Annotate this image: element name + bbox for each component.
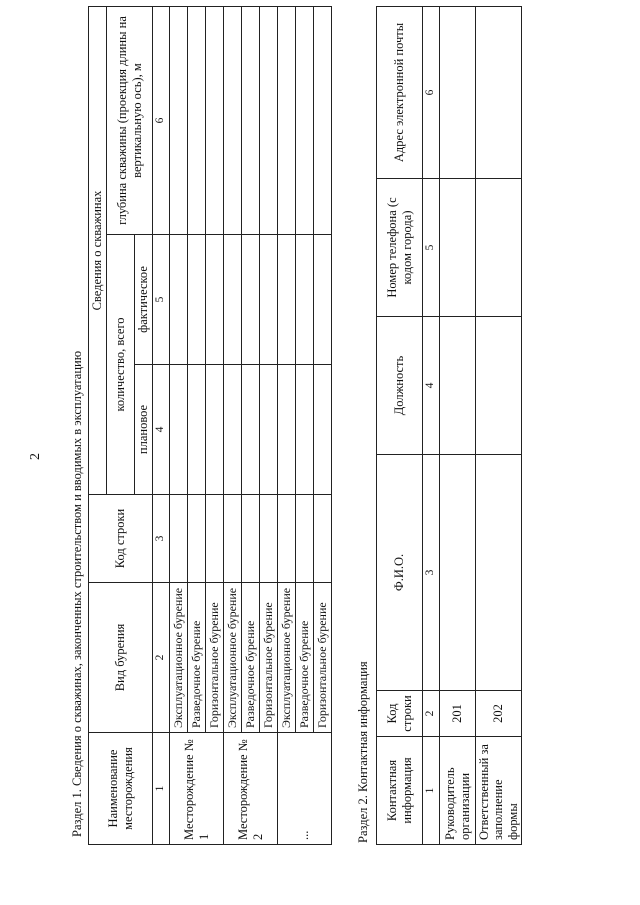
empty-cell: [476, 317, 522, 455]
empty-cell: [476, 7, 522, 179]
col-header-fio: Ф.И.О.: [377, 455, 423, 691]
empty-cell: [188, 365, 206, 495]
empty-cell: [260, 235, 278, 365]
table-row: [242, 7, 260, 845]
col-header-code: Код строки: [377, 691, 423, 737]
empty-cell: [314, 235, 332, 365]
empty-cell: [476, 179, 522, 317]
contact-label-cell: Ответственный за заполнение формы: [476, 737, 522, 845]
col-number: 5: [423, 179, 440, 317]
section2-title: Раздел 2. Контактная информация: [356, 661, 370, 843]
col-header-field-name: Наименование месторождения: [89, 733, 153, 845]
col-number: 6: [153, 7, 170, 235]
col-number: 3: [423, 455, 440, 691]
empty-cell: [476, 455, 522, 691]
drilling-type-cell: Эксплуатационное бурение: [224, 583, 242, 733]
col-number: 4: [423, 317, 440, 455]
col-number: 5: [153, 235, 170, 365]
line-code-cell: 201: [440, 691, 476, 737]
empty-cell: [296, 365, 314, 495]
column-number-row: [153, 7, 170, 845]
empty-cell: [314, 495, 332, 583]
col-header-contact: Контактная информация: [377, 737, 423, 845]
table-row: [278, 7, 296, 845]
table-row: [296, 7, 314, 845]
col-number: 6: [423, 7, 440, 179]
empty-cell: [440, 455, 476, 691]
empty-cell: [440, 7, 476, 179]
empty-cell: [278, 495, 296, 583]
empty-cell: [242, 7, 260, 235]
drilling-type-cell: Горизонтальное бурение: [206, 583, 224, 733]
col-header-depth: глубина скважины (проекция длины на вертикальную ось), м: [107, 7, 153, 235]
empty-cell: [224, 7, 242, 235]
table-row: [224, 7, 242, 845]
empty-cell: [224, 235, 242, 365]
table-row: [188, 7, 206, 845]
col-number: 2: [153, 583, 170, 733]
drilling-type-cell: Эксплуатационное бурение: [170, 583, 188, 733]
page-number: 2: [28, 453, 43, 460]
col-number: 1: [153, 733, 170, 845]
field-name-cell: Месторождение № 2: [224, 733, 278, 845]
col-number: 3: [153, 495, 170, 583]
drilling-type-cell: Эксплуатационное бурение: [278, 583, 296, 733]
empty-cell: [170, 365, 188, 495]
col-number: 1: [423, 737, 440, 845]
empty-cell: [224, 365, 242, 495]
field-name-cell: Месторождение № 1: [170, 733, 224, 845]
empty-cell: [260, 495, 278, 583]
empty-cell: [188, 7, 206, 235]
drilling-type-cell: Разведочное бурение: [242, 583, 260, 733]
table-row: [260, 7, 278, 845]
col-number: 2: [423, 691, 440, 737]
table-row: [206, 7, 224, 845]
table-row: [476, 7, 522, 845]
empty-cell: [278, 235, 296, 365]
col-header-planned: плановое: [135, 365, 153, 495]
empty-cell: [170, 495, 188, 583]
empty-cell: [296, 495, 314, 583]
section1-title: Раздел 1. Сведения о скважинах, законченных строительством и вводимых в эксплуатацию: [70, 350, 84, 837]
empty-cell: [296, 7, 314, 235]
empty-cell: [242, 495, 260, 583]
col-header-line-code: Код строки: [89, 495, 153, 583]
empty-cell: [440, 317, 476, 455]
col-header-quantity-total: количество, всего: [107, 235, 135, 495]
line-code-cell: 202: [476, 691, 522, 737]
drilling-type-cell: Горизонтальное бурение: [260, 583, 278, 733]
drilling-type-cell: Разведочное бурение: [188, 583, 206, 733]
empty-cell: [206, 365, 224, 495]
empty-cell: [242, 365, 260, 495]
empty-cell: [206, 235, 224, 365]
col-number: 4: [153, 365, 170, 495]
empty-cell: [242, 235, 260, 365]
column-number-row: [423, 7, 440, 845]
empty-cell: [314, 365, 332, 495]
col-header-drilling-type: Вид бурения: [89, 583, 153, 733]
table-row: [314, 7, 332, 845]
empty-cell: [278, 365, 296, 495]
col-header-wells-info: Сведения о скважинах: [89, 7, 107, 495]
empty-cell: [188, 235, 206, 365]
empty-cell: [206, 7, 224, 235]
empty-cell: [314, 7, 332, 235]
wells-table: [88, 6, 332, 845]
col-header-email: Адрес электронной почты: [377, 7, 423, 179]
drilling-type-cell: Разведочное бурение: [296, 583, 314, 733]
empty-cell: [224, 495, 242, 583]
empty-cell: [278, 7, 296, 235]
empty-cell: [206, 495, 224, 583]
empty-cell: [170, 235, 188, 365]
empty-cell: [260, 365, 278, 495]
col-header-position: Должность: [377, 317, 423, 455]
contact-label-cell: Руководитель организации: [440, 737, 476, 845]
contacts-table: [376, 6, 522, 845]
table-row: [440, 7, 476, 845]
field-name-cell: ...: [278, 733, 332, 845]
table-row: [170, 7, 188, 845]
empty-cell: [260, 7, 278, 235]
col-header-actual: фактическое: [135, 235, 153, 365]
empty-cell: [170, 7, 188, 235]
col-header-phone: Номер телефона (с кодом города): [377, 179, 423, 317]
empty-cell: [440, 179, 476, 317]
empty-cell: [296, 235, 314, 365]
drilling-type-cell: Горизонтальное бурение: [314, 583, 332, 733]
empty-cell: [188, 495, 206, 583]
